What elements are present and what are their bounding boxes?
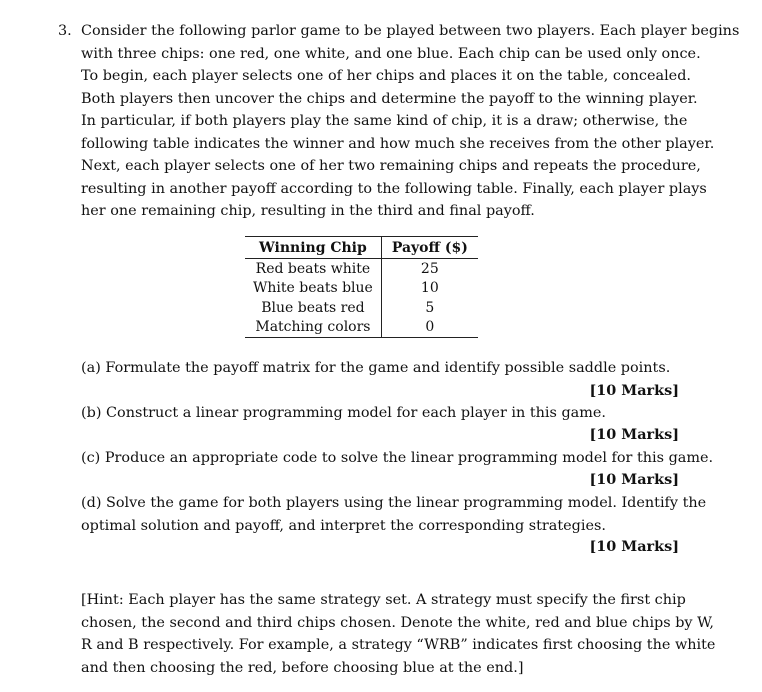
part-a-marks: [10 Marks] — [589, 382, 679, 399]
table-cell: Blue beats red — [245, 298, 381, 318]
table-row — [245, 298, 478, 318]
part-b-marks: [10 Marks] — [589, 426, 679, 443]
table-header-row — [245, 237, 478, 259]
intro-line: To begin, each player selects one of her chips and places it on the table, concealed. — [81, 68, 691, 84]
hint-line: and then choosing the red, before choosing blue at the end.] — [81, 659, 524, 676]
part-c-text: (c) Produce an appropriate code to solve the linear programming model for this game. — [81, 450, 714, 466]
part-d-marks: [10 Marks] — [589, 538, 679, 555]
table-cell: White beats blue — [245, 279, 381, 299]
hint-line: [Hint: Each player has the same strategy set. A strategy must specify the first chip — [81, 592, 686, 608]
hint-line: chosen, the second and third chips chosen. Denote the white, red and blue chips by W, — [81, 614, 714, 631]
table-cell: Matching colors — [245, 318, 381, 338]
part-b-text: (b) Construct a linear programming model for each player in this game. — [81, 405, 606, 421]
intro-line: her one remaining chip, resulting in the third and final payoff. — [81, 203, 535, 219]
question-intro — [81, 20, 740, 223]
question-number: 3. — [58, 23, 72, 39]
part-c-marks: [10 Marks] — [589, 471, 679, 488]
intro-line: with three chips: one red, one white, and one blue. Each chip can be used only once. — [81, 45, 701, 62]
intro-line: Consider the following parlor game to be played between two players. Each player begins — [81, 23, 740, 39]
table-cell: 10 — [420, 280, 439, 297]
table-row — [245, 259, 478, 279]
part-d-line: optimal solution and payoff, and interpret the corresponding strategies. — [81, 517, 606, 534]
payoff-table — [245, 236, 478, 338]
table-cell: 5 — [425, 299, 435, 316]
intro-line: Next, each player selects one of her two remaining chips and repeats the procedure, — [81, 158, 701, 174]
table-cell: Red beats white — [245, 259, 381, 279]
header-winning-chip: Winning Chip — [245, 237, 381, 259]
table-cell: 25 — [420, 260, 439, 277]
part-d-text — [81, 492, 707, 537]
table-cell: 0 — [381, 318, 478, 338]
intro-line: Both players then uncover the chips and determine the payoff to the winning player. — [81, 90, 698, 107]
hint-line: R and B respectively. For example, a strategy “WRB” indicates first choosing the white — [81, 637, 716, 653]
header-payoff: Payoff ($) — [381, 237, 478, 259]
hint-paragraph — [81, 589, 716, 679]
intro-line: following table indicates the winner and how much she receives from the other player. — [81, 135, 715, 152]
table-row — [245, 318, 478, 338]
intro-line: resulting in another payoff according to the following table. Finally, each player plays — [81, 180, 707, 197]
table-row — [245, 279, 478, 299]
part-a-text: (a) Formulate the payoff matrix for the game and identify possible saddle points. — [81, 360, 671, 376]
intro-line: In particular, if both players play the same kind of chip, it is a draw; otherwise, the — [81, 113, 688, 129]
part-d-line: (d) Solve the game for both players using the linear programming model. Identify the — [81, 495, 707, 511]
